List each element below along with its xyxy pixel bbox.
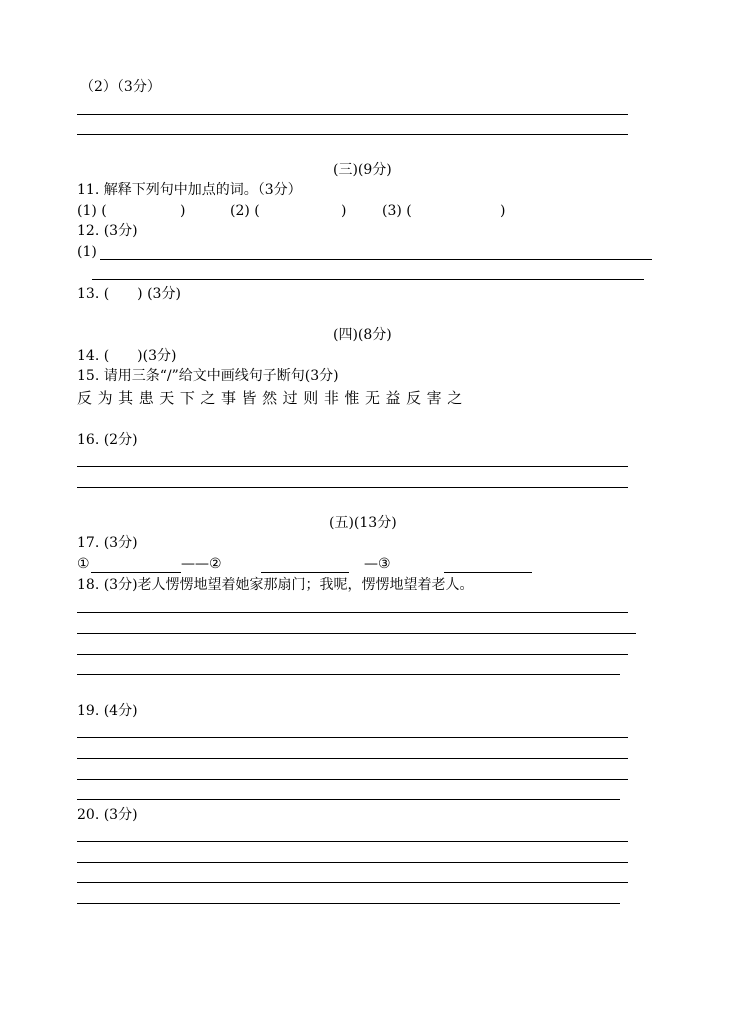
q12-sub-1-label: (1) — [77, 244, 97, 260]
section-5-header: (五)(13分) — [329, 515, 397, 531]
q17-blank-3[interactable] — [444, 572, 532, 573]
q11-label: 11. 解释下列句中加点的词。（3分） — [77, 182, 302, 198]
answer-line[interactable] — [77, 799, 620, 800]
q11-blank-3-close: ) — [500, 203, 506, 219]
answer-line[interactable] — [77, 674, 620, 675]
answer-line[interactable] — [92, 279, 644, 280]
answer-line[interactable] — [77, 779, 628, 780]
answer-line[interactable] — [77, 737, 628, 738]
q12-label: 12. (3分) — [77, 223, 138, 239]
section-4-header: (四)(8分) — [333, 327, 392, 343]
q19-label: 19. (4分) — [77, 703, 138, 719]
q15-passage: 反 为 其 患 天 下 之 事 皆 然 过 则 非 惟 无 益 反 害 之 — [77, 389, 463, 407]
q17-marker-2: ——② — [181, 556, 222, 572]
q18-label: 18. (3分)老人愣愣地望着她家那扇门；我呢，愣愣地望着老人。 — [77, 577, 474, 593]
q14-label: 14. ( )(3分) — [77, 348, 177, 364]
answer-line[interactable] — [77, 862, 628, 863]
answer-line[interactable] — [77, 903, 620, 904]
q17-marker-1: ① — [77, 556, 90, 572]
q20-label: 20. (3分) — [77, 807, 138, 823]
q11-blank-2-open: (2) ( — [230, 203, 260, 219]
answer-line[interactable] — [77, 758, 628, 759]
q15-label: 15. 请用三条“/”给文中画线句子断句(3分) — [77, 368, 339, 384]
q11-blank-1-open: (1) ( — [77, 203, 107, 219]
answer-line[interactable] — [77, 882, 628, 883]
answer-line[interactable] — [77, 134, 628, 135]
answer-line[interactable] — [100, 259, 652, 260]
q2-label: （2）（3分） — [80, 79, 161, 95]
answer-line[interactable] — [77, 633, 636, 634]
answer-line[interactable] — [77, 487, 628, 488]
q16-label: 16. (2分) — [77, 432, 138, 448]
q17-blank-1[interactable] — [91, 572, 181, 573]
section-3-header: (三)(9分) — [333, 162, 392, 178]
q13-label: 13. ( ) (3分) — [77, 286, 181, 302]
answer-line[interactable] — [77, 466, 628, 467]
q17-label: 17. (3分) — [77, 535, 138, 551]
answer-line[interactable] — [77, 612, 628, 613]
q11-blank-2-close: ) — [341, 203, 347, 219]
answer-line[interactable] — [77, 654, 628, 655]
q11-blank-1-close: ) — [180, 203, 186, 219]
q17-blank-2[interactable] — [261, 572, 349, 573]
answer-line[interactable] — [77, 841, 628, 842]
q11-blank-3-open: (3) ( — [382, 203, 412, 219]
answer-line[interactable] — [77, 114, 628, 115]
q17-marker-3: —③ — [364, 556, 391, 572]
